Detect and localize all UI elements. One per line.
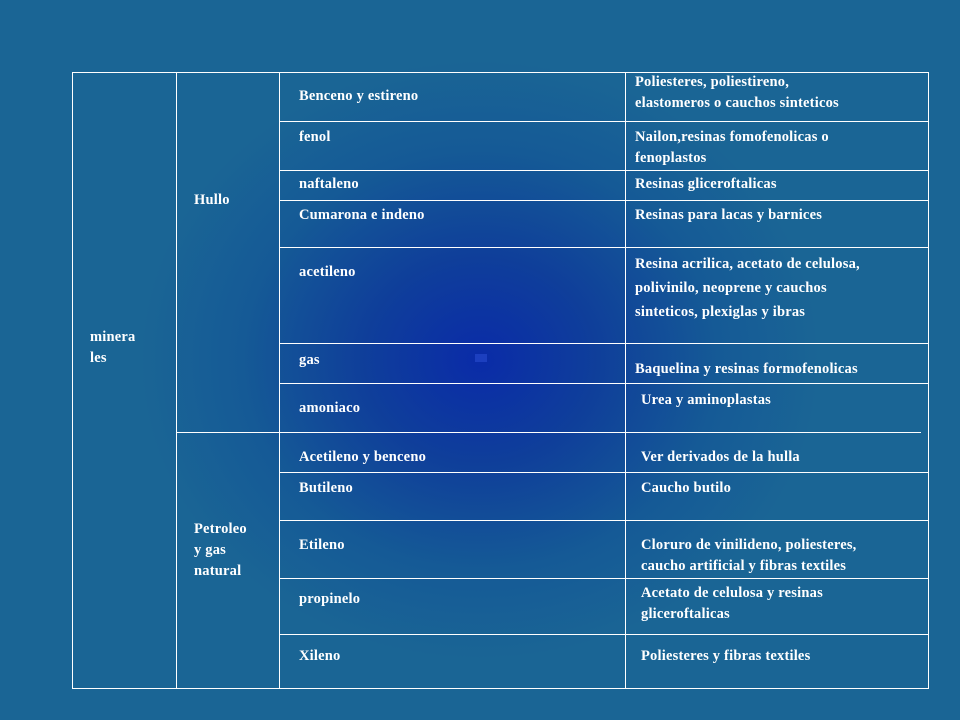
compound-cell: naftaleno	[299, 176, 359, 192]
row-divider	[279, 578, 929, 579]
column-divider-2	[279, 72, 280, 689]
products-cell	[641, 478, 731, 499]
compound-cell: gas	[299, 352, 320, 368]
products-cell	[641, 646, 810, 667]
products-cell	[635, 359, 858, 380]
table-border-bottom	[72, 688, 929, 689]
products-line: fenoplastos	[635, 150, 707, 166]
products-line: Resina acrilica, acetato de celulosa,	[635, 256, 860, 272]
products-cell	[635, 205, 822, 226]
compound-cell: Xileno	[299, 648, 341, 664]
products-line: Resinas para lacas y barnices	[635, 207, 823, 223]
products-cell	[641, 535, 857, 577]
products-cell	[641, 390, 771, 411]
products-line: Poliesteres, poliestireno,	[635, 74, 790, 90]
row-divider	[279, 343, 929, 344]
compound-cell: fenol	[299, 129, 331, 145]
row-divider	[279, 472, 929, 473]
compound-cell: Butileno	[299, 480, 353, 496]
products-line: elastomeros o cauchos sinteticos	[635, 95, 839, 111]
products-cell	[635, 72, 839, 114]
compound-cell: propinelo	[299, 591, 361, 607]
products-line: sinteticos, plexiglas y ibras	[635, 304, 806, 320]
products-cell	[635, 174, 777, 195]
products-line: Poliesteres y fibras textiles	[641, 648, 811, 664]
group-label-line: Hullo	[194, 192, 230, 208]
group-divider	[176, 432, 921, 433]
column-divider-1	[176, 72, 177, 689]
compound-cell: Benceno y estireno	[299, 88, 419, 104]
root-label-line: minera	[90, 329, 136, 345]
group-label-line: Petroleo	[194, 521, 247, 537]
products-cell	[635, 252, 860, 324]
products-cell	[641, 583, 823, 625]
compound-cell: amoniaco	[299, 400, 361, 416]
group-label-line: natural	[194, 563, 242, 579]
column-divider-3	[625, 72, 626, 689]
group-label-petroleo	[194, 519, 247, 582]
row-divider	[279, 170, 929, 171]
compound-cell: Etileno	[299, 537, 345, 553]
products-line: Ver derivados de la hulla	[641, 449, 800, 465]
root-label-line: les	[90, 350, 107, 366]
row-divider	[279, 247, 929, 248]
root-label	[90, 327, 136, 369]
products-line: polivinilo, neoprene y cauchos	[635, 280, 827, 296]
products-line: Nailon,resinas fomofenolicas o	[635, 129, 829, 145]
products-line: Resinas gliceroftalicas	[635, 176, 777, 192]
products-line: Baquelina y resinas formofenolicas	[635, 361, 858, 377]
products-cell	[635, 127, 829, 169]
compound-cell: acetileno	[299, 264, 356, 280]
row-divider	[279, 121, 929, 122]
products-line: caucho artificial y fibras textiles	[641, 558, 847, 574]
row-divider	[279, 520, 929, 521]
row-divider	[279, 200, 929, 201]
row-divider	[279, 634, 929, 635]
row-divider	[279, 383, 929, 384]
compound-cell: Acetileno y benceno	[299, 449, 427, 465]
center-mark	[475, 354, 487, 362]
products-line: Caucho butilo	[641, 480, 732, 496]
group-label-hullo	[194, 190, 230, 211]
products-cell	[641, 447, 800, 468]
table-border-left	[72, 72, 73, 689]
products-line: Urea y aminoplastas	[641, 392, 772, 408]
products-line: Acetato de celulosa y resinas	[641, 585, 823, 601]
group-label-line: y gas	[194, 542, 227, 558]
products-line: Cloruro de vinilideno, poliesteres,	[641, 537, 857, 553]
table-border-right	[928, 72, 929, 689]
compound-cell: Cumarona e indeno	[299, 207, 425, 223]
products-line: gliceroftalicas	[641, 606, 730, 622]
